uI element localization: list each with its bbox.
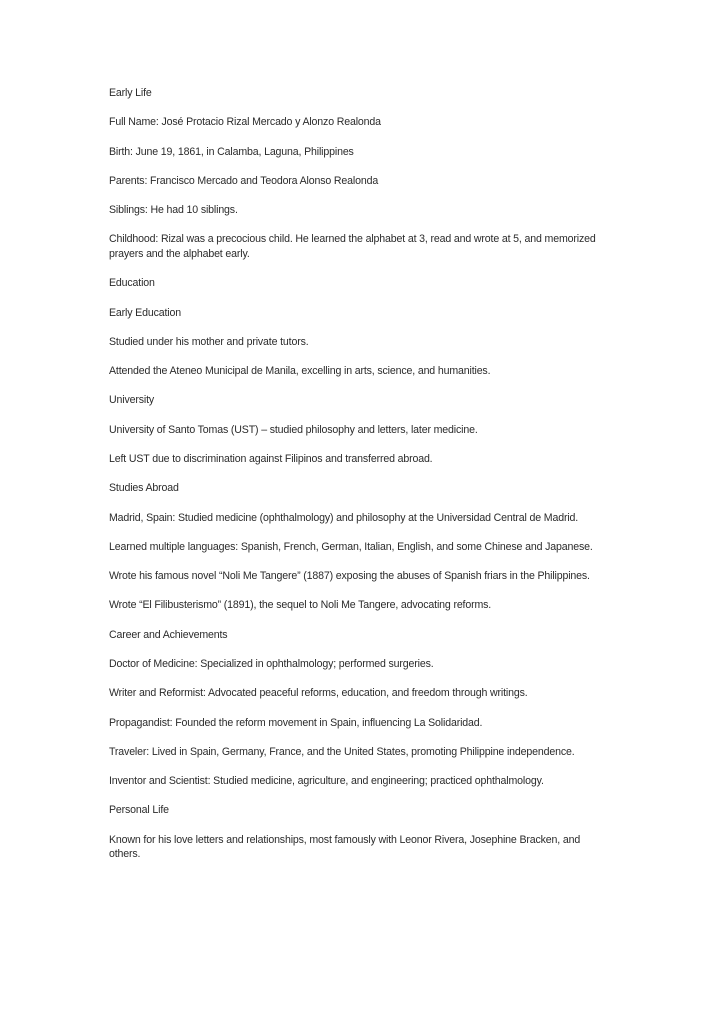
traveler-line: Traveler: Lived in Spain, Germany, France, and the United States, promoting Philippine independence.	[109, 745, 575, 758]
doctor-line: Doctor of Medicine: Specialized in ophthalmology; performed surgeries.	[109, 657, 434, 670]
madrid-paragraph: Madrid, Spain: Studied medicine (ophthalmology) and philosophy at the Universidad Central de Madrid.	[109, 511, 579, 524]
fili-line: Wrote “El Filibusterismo” (1891), the sequel to Noli Me Tangere, advocating reforms.	[109, 599, 492, 612]
heading-studies-abroad: Studies Abroad	[109, 482, 179, 495]
languages-paragraph: Learned multiple languages: Spanish, French, German, Italian, English, and some Chinese and Japanese.	[109, 540, 593, 553]
noli-paragraph: Wrote his famous novel “Noli Me Tangere” (1887) exposing the abuses of Spanish friars in the Philippines.	[109, 570, 590, 583]
ust-line: University of Santo Tomas (UST) – studied philosophy and letters, later medicine.	[109, 423, 478, 436]
birth-line: Birth: June 19, 1861, in Calamba, Laguna, Philippines	[109, 145, 354, 158]
heading-personal-life: Personal Life	[109, 804, 169, 817]
siblings-line: Siblings: He had 10 siblings.	[109, 204, 238, 217]
heading-education: Education	[109, 277, 155, 290]
heading-early-education: Early Education	[109, 306, 181, 319]
heading-early-life: Early Life	[109, 87, 152, 99]
heading-university: University	[109, 394, 155, 407]
love-letters-paragraph: Known for his love letters and relationships, most famously with Leonor Rivera, Josephine Bracken, and others.	[109, 833, 581, 861]
document-body	[109, 86, 614, 877]
tutors-line: Studied under his mother and private tutors.	[109, 335, 309, 348]
childhood-paragraph: Childhood: Rizal was a precocious child. He learned the alphabet at 3, read and wrote at 5, and memorized prayers and the alphabet early.	[109, 233, 596, 260]
full-name-line: Full Name: José Protacio Rizal Mercado y Alonzo Realonda	[109, 116, 381, 129]
propagandist-line: Propagandist: Founded the reform movement in Spain, influencing La Solidaridad.	[109, 716, 483, 729]
inventor-line: Inventor and Scientist: Studied medicine, agriculture, and engineering; practiced ophthalmology.	[109, 775, 544, 788]
heading-career: Career and Achievements	[109, 628, 228, 641]
left-ust-line: Left UST due to discrimination against Filipinos and transferred abroad.	[109, 452, 433, 465]
ateneo-line: Attended the Ateneo Municipal de Manila, excelling in arts, science, and humanities.	[109, 365, 491, 378]
parents-line: Parents: Francisco Mercado and Teodora Alonso Realonda	[109, 174, 379, 187]
writer-line: Writer and Reformist: Advocated peaceful reforms, education, and freedom through writings.	[109, 687, 528, 700]
